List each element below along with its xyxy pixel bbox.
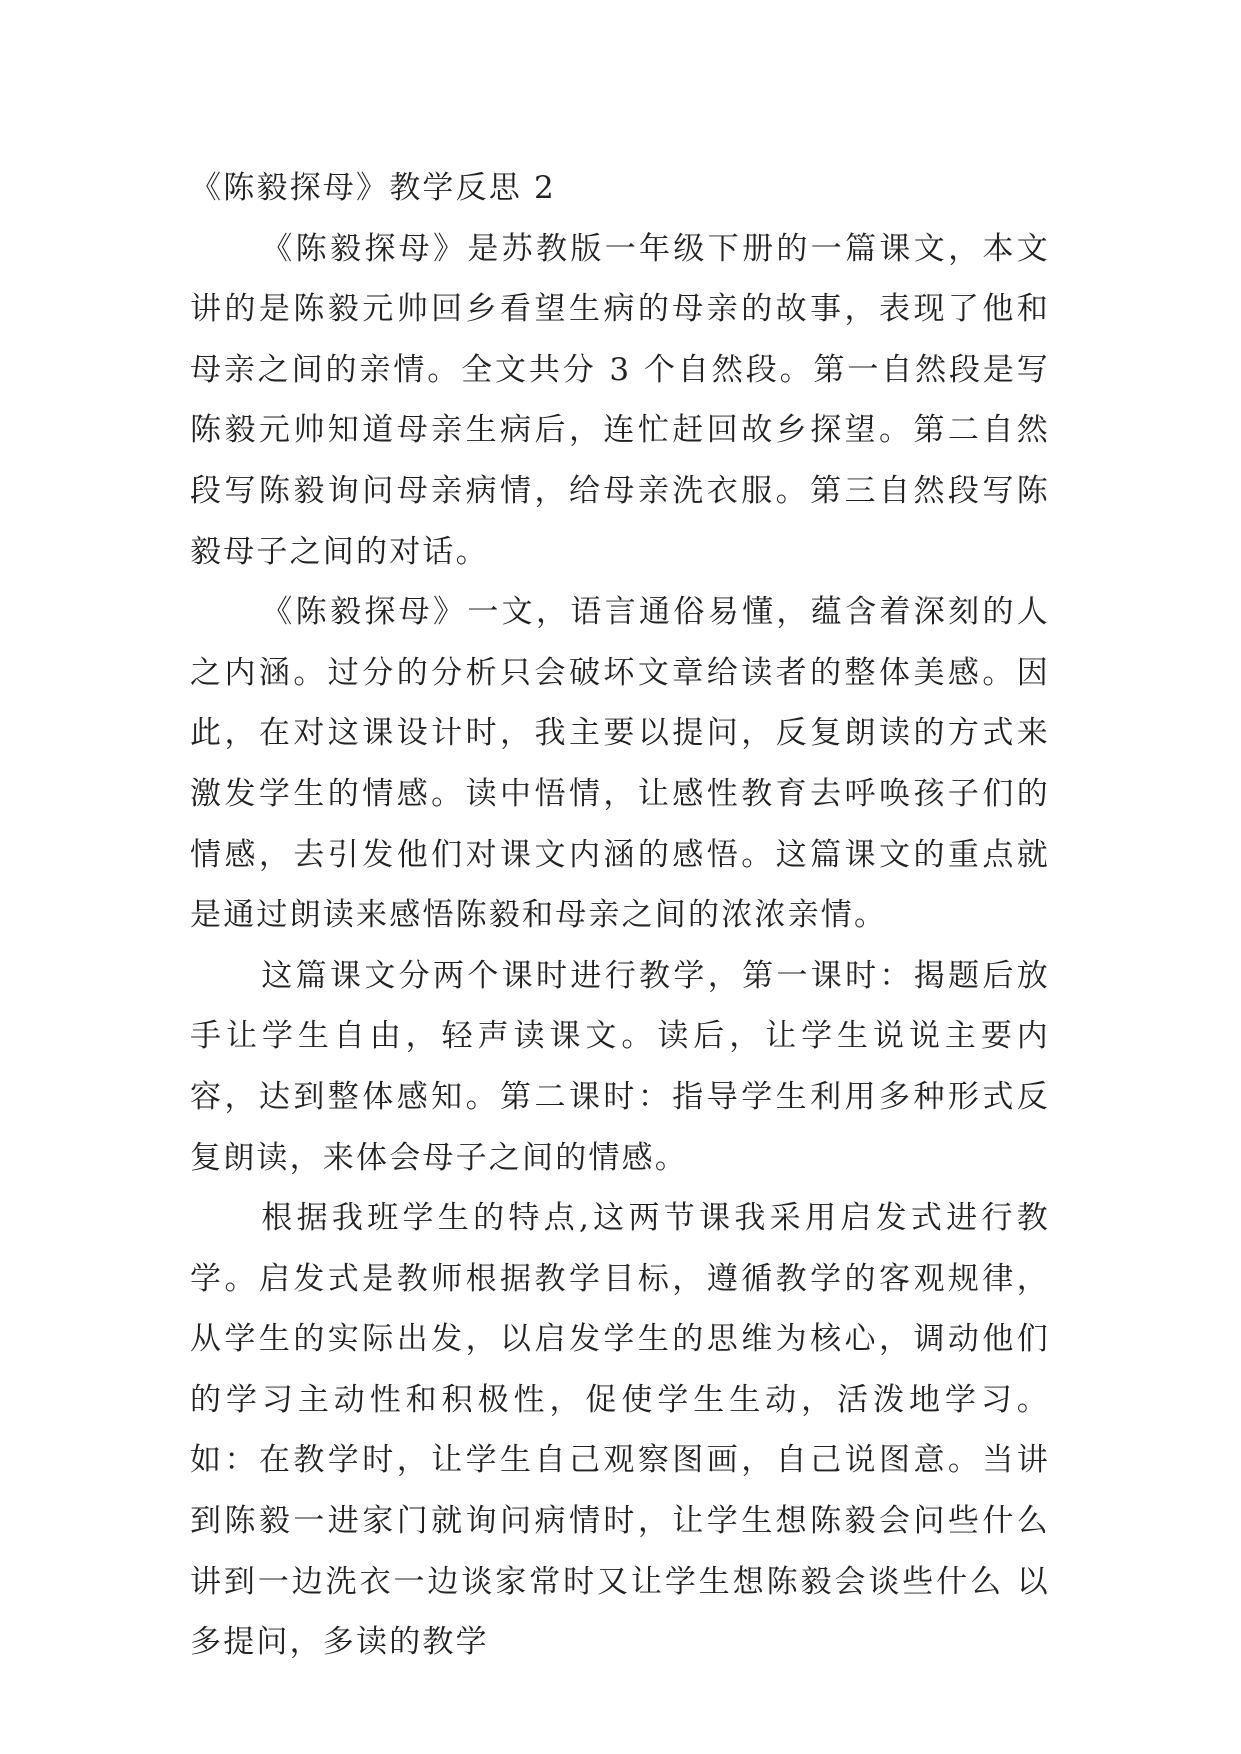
paragraph-3: 这篇课文分两个课时进行教学，第一课时：揭题后放手让学生自由，轻声读课文。读后，让学生说说主要内容，达到整体感知。第二课时：指导学生利用多种形式反复朗读，来体会母子之间的情感。: [190, 957, 1050, 1176]
document-body: [190, 158, 1050, 1673]
paragraph-2: 《陈毅探母》一文，语言通俗易懂，蕴含着深刻的人之内涵。过分的分析只会破坏文章给读者的整体美感。因此，在对这课设计时，我主要以提问，反复朗读的方式来激发学生的情感。读中悟情，让感性教育去呼唤孩子们的情感，去引发他们对课文内涵的感悟。这篇课文的重点就是通过朗读来感悟陈毅和母亲之间的浓浓亲情。: [190, 594, 1050, 934]
paragraph-1: 《陈毅探母》是苏教版一年级下册的一篇课文，本文讲的是陈毅元帅回乡看望生病的母亲的故事，表现了他和母亲之间的亲情。全文共分 3 个自然段。第一自然段是写陈毅元帅知道母亲生病后，连忙赶回故乡探望。第二自然段写陈毅询问母亲病情，给母亲洗衣服。第三自然段写陈毅母子之间的对话。: [190, 230, 1050, 570]
paragraph-4: 根据我班学生的特点,这两节课我采用启发式进行教学。启发式是教师根据教学目标，遵循教学的客观规律，从学生的实际出发，以启发学生的思维为核心，调动他们的学习主动性和积极性，促使学生生动，活泼地学习。如：在教学时，让学生自己观察图画，自己说图意。当讲到陈毅一进家门就询问病情时，让学生想陈毅会问些什么讲到一边洗衣一边谈家常时又让学生想陈毅会谈些什么 以多提问，多读的教学: [190, 1200, 1050, 1661]
document-title: 《陈毅探母》教学反思 2: [190, 170, 556, 206]
